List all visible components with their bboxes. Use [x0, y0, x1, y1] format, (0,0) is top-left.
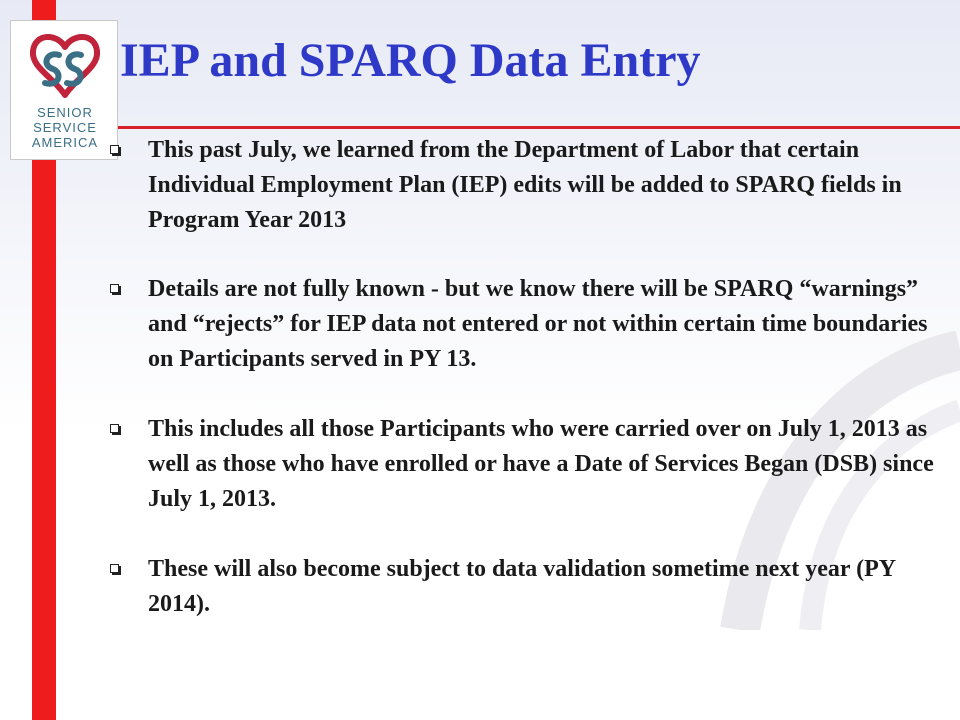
logo	[10, 20, 118, 160]
bullet-item	[108, 412, 948, 517]
bullet-item	[108, 272, 948, 377]
logo-text-line1: SENIOR	[37, 105, 93, 120]
title-underline	[100, 126, 960, 129]
heart-ss-icon	[23, 31, 107, 103]
bullet-item	[108, 133, 948, 238]
bullet-text: Details are not fully known - but we know there will be SPARQ “warnings” and “rejects” for IEP data not entered or not within certain time boundaries on Participants served in PY 13.	[148, 276, 928, 372]
logo-text-line2: SERVICE	[33, 120, 97, 135]
slide-title: IEP and SPARQ Data Entry	[120, 34, 701, 87]
square-bullet-icon	[110, 284, 119, 293]
bullet-text: This past July, we learned from the Department of Labor that certain Individual Employment Plan (IEP) edits will be added to SPARQ fields in Program Year 2013	[148, 137, 902, 233]
square-bullet-icon	[110, 424, 119, 433]
square-bullet-icon	[110, 145, 119, 154]
bullet-list	[108, 133, 948, 622]
logo-text-line3: AMERICA	[31, 135, 99, 150]
bullet-text: These will also become subject to data validation sometime next year (PY 2014).	[148, 556, 896, 617]
bullet-text: This includes all those Participants who were carried over on July 1, 2013 as well as those who have enrolled or have a Date of Services Began (DSB) since July 1, 2013.	[148, 416, 934, 512]
bullet-item	[108, 552, 948, 622]
square-bullet-icon	[110, 564, 119, 573]
